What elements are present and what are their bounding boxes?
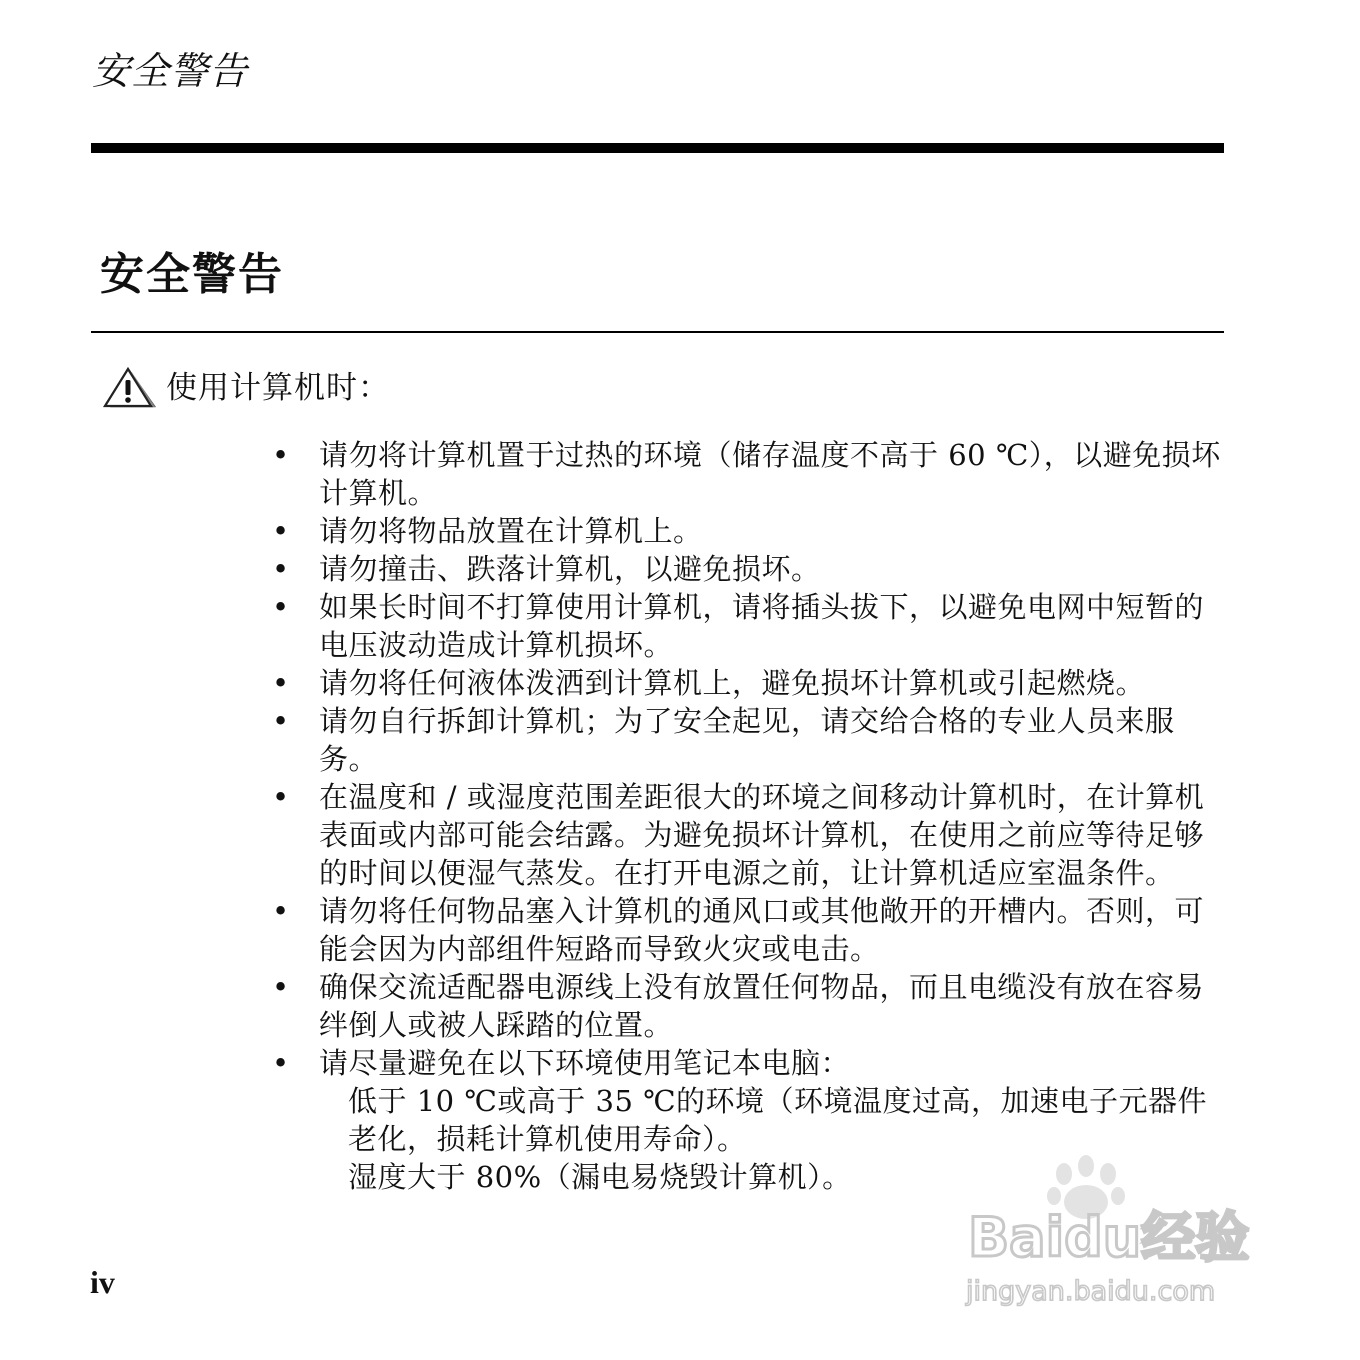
watermark-url: jingyan.baidu.com — [966, 1276, 1216, 1307]
section-title: 安全警告 — [100, 249, 284, 300]
list-item — [270, 550, 1230, 588]
list-item-text: 请尽量避免在以下环境使用笔记本电脑： — [319, 1046, 851, 1080]
list-item-text: 请勿将物品放置在计算机上。 — [319, 514, 703, 548]
list-item-text: 请勿将任何物品塞入计算机的通风口或其他敞开的开槽内。否则，可能会因为内部组件短路而导致火灾或电击。 — [319, 894, 1205, 966]
warning-label: 使用计算机时： — [166, 369, 390, 406]
list-item-text: 请勿将任何液体泼洒到计算机上，避免损坏计算机或引起燃烧。 — [319, 666, 1146, 700]
watermark-brand: Baidu经验 — [968, 1206, 1250, 1269]
list-item — [270, 664, 1230, 702]
bullet-icon: • — [272, 970, 290, 1004]
list-item — [270, 892, 1230, 968]
list-item-text: 请勿自行拆卸计算机；为了安全起见，请交给合格的专业人员来服务。 — [319, 704, 1175, 776]
bullet-icon: • — [272, 1046, 290, 1080]
list-item-text: 如果长时间不打算使用计算机，请将插头拔下，以避免电网中短暂的电压波动造成计算机损坏。 — [319, 590, 1205, 662]
bullet-icon: • — [272, 894, 290, 928]
sub-item-humidity: 湿度大于 80%（漏电易烧毁计算机）。 — [348, 1160, 852, 1194]
bullet-icon: • — [272, 438, 290, 472]
section-rule — [91, 331, 1224, 333]
list-item-text: 请勿将计算机置于过热的环境（储存温度不高于 60 ℃），以避免损坏计算机。 — [319, 438, 1221, 510]
list-item — [270, 968, 1230, 1044]
list-item — [270, 778, 1230, 892]
list-item-text: 在温度和 / 或湿度范围差距很大的环境之间移动计算机时，在计算机表面或内部可能会结露。为避免损坏计算机，在使用之前应等待足够的时间以便湿气蒸发。在打开电源之前，让计算机适应室温条件。 — [319, 780, 1205, 890]
bullet-icon: • — [272, 666, 290, 700]
running-header-title: 安全警告 — [92, 49, 249, 93]
warning-triangle-icon — [102, 366, 158, 410]
bullet-icon: • — [272, 590, 290, 624]
list-item — [270, 512, 1230, 550]
bullet-icon: • — [272, 514, 290, 548]
header-rule — [91, 143, 1224, 153]
bullet-icon: • — [272, 552, 290, 586]
bullet-icon: • — [272, 704, 290, 738]
list-item-text: 确保交流适配器电源线上没有放置任何物品，而且电缆没有放在容易绊倒人或被人踩踏的位置。 — [319, 970, 1205, 1042]
warning-heading — [102, 366, 390, 410]
sub-item-temperature: 低于 10 ℃或高于 35 ℃的环境（环境温度过高，加速电子元器件老化，损耗计算机使用寿命）。 — [348, 1084, 1208, 1156]
list-item — [270, 702, 1230, 778]
bullet-icon: • — [272, 780, 290, 814]
baidu-jingyan-watermark — [960, 1154, 1280, 1314]
list-item — [270, 588, 1230, 664]
list-item — [270, 436, 1230, 512]
page-number: iv — [90, 1264, 115, 1300]
list-item-text: 请勿撞击、跌落计算机，以避免损坏。 — [319, 552, 821, 586]
safety-list — [270, 436, 1230, 1196]
